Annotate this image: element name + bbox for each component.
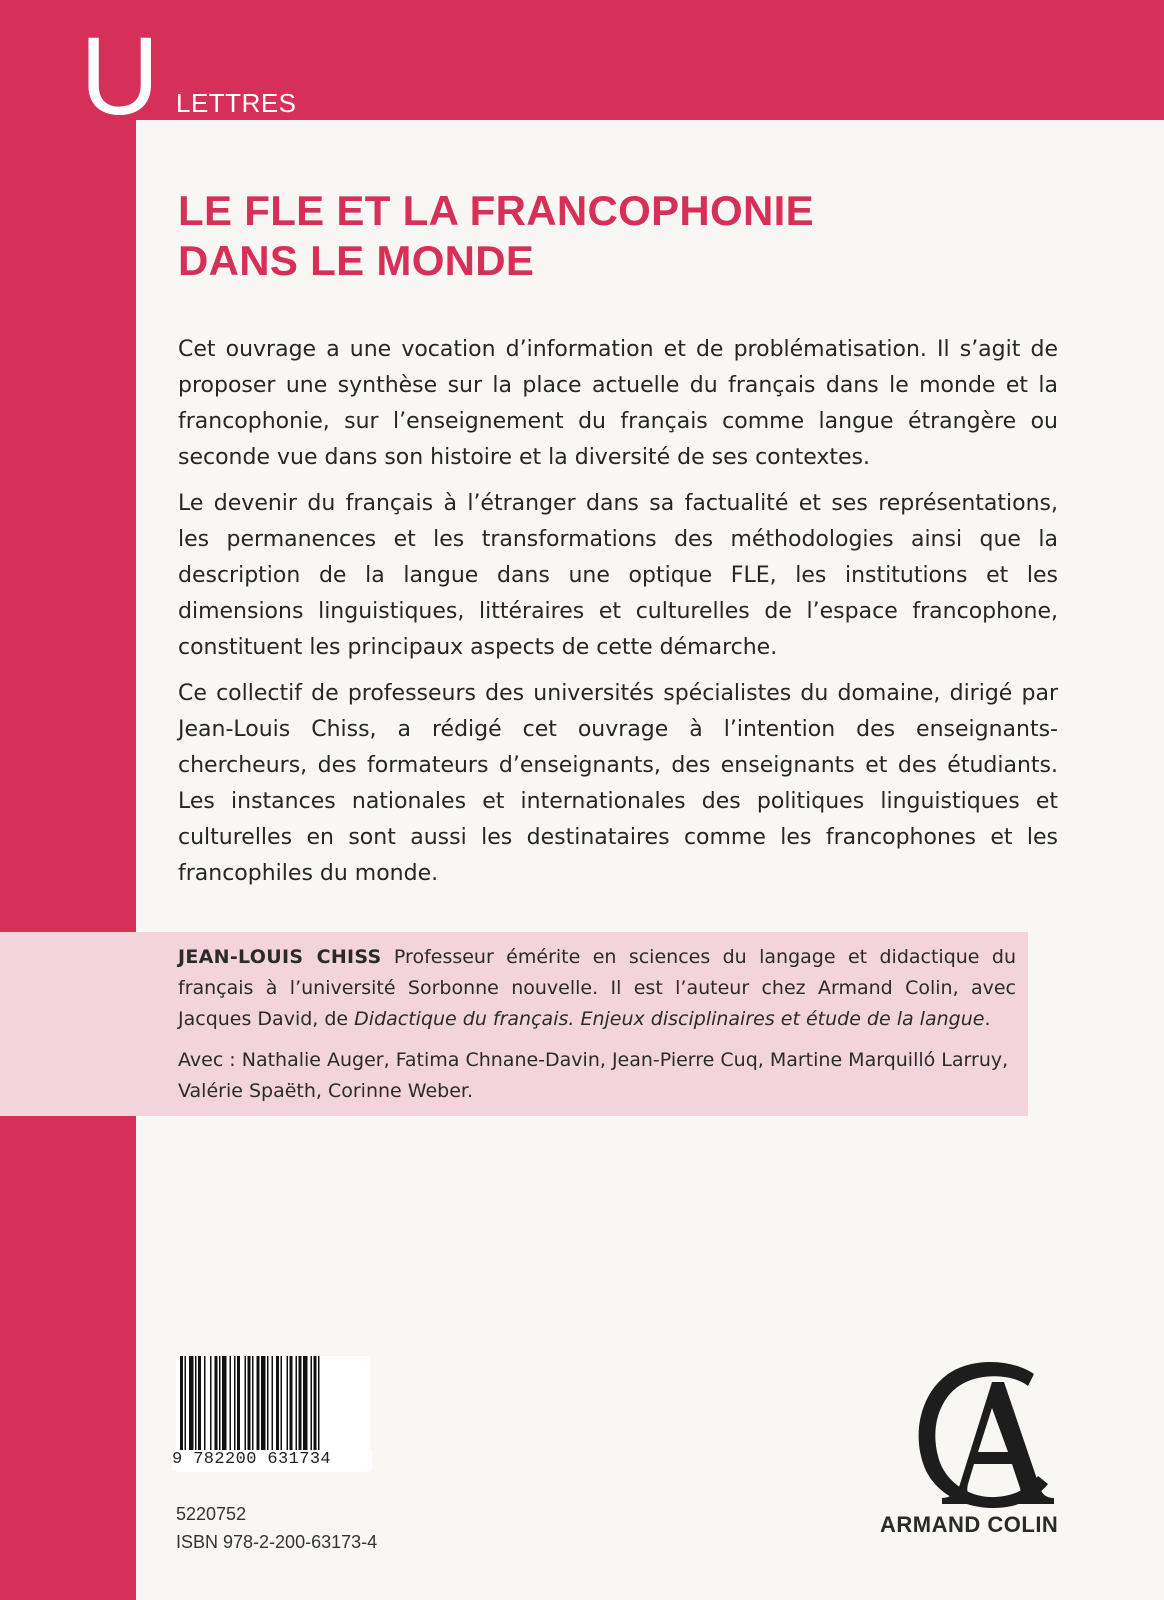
author-bio [178, 942, 1016, 1035]
top-color-band [0, 0, 1164, 120]
barcode-bar [311, 1356, 313, 1452]
barcode-bar [287, 1356, 289, 1452]
product-codes [176, 1500, 377, 1556]
barcode-bar [314, 1356, 317, 1452]
barcode-bar [237, 1356, 240, 1452]
series-letter: U [80, 15, 160, 138]
book-description [178, 332, 1058, 902]
barcode-bar [245, 1356, 247, 1452]
author-info [178, 942, 1016, 1107]
barcode-bar [299, 1356, 302, 1452]
author-bio-end: . [984, 1008, 991, 1030]
isbn: ISBN 978-2-200-63173-4 [176, 1532, 378, 1552]
book-title [178, 186, 1078, 286]
barcode-bar [281, 1356, 283, 1452]
barcode-bar [252, 1356, 254, 1452]
description-paragraph: Cet ouvrage a une vocation d’information et de problématisation. Il s’agit de proposer une synthèse sur la place actuelle du français dans le monde et la francophonie, sur l’enseignement du français comme langue étrangère ou seconde vue dans son histoire et la diversité de ses contextes. [178, 337, 1058, 470]
barcode-bars [176, 1356, 370, 1452]
barcode-bar [267, 1356, 269, 1452]
barcode-bar [248, 1356, 251, 1452]
barcode-bar [261, 1356, 266, 1452]
barcode-bar [210, 1356, 212, 1452]
barcode-bar [318, 1356, 320, 1452]
description-paragraph: Ce collectif de professeurs des universités spécialistes du domaine, dirigé par Jean-Louis Chiss, a rédigé cet ouvrage à l’intention des enseignants-chercheurs, des formateurs d’enseignants, des enseignants et des étudiants. Les instances nationales et internationales des politiques linguistiques et culturelles en sont aussi les destinataires comme les francophones et les francophiles du monde. [178, 681, 1058, 886]
barcode-bar [257, 1356, 260, 1452]
publisher-name: ARMAND COLIN [880, 1512, 1059, 1537]
barcode-digits: 9 782200 631734 [172, 1450, 372, 1470]
reference-code: 5220752 [176, 1504, 247, 1524]
barcode-bar [180, 1356, 183, 1452]
series-name: LETTRES [176, 88, 297, 118]
barcode-bar [272, 1356, 274, 1452]
barcode-bar [215, 1356, 218, 1452]
author-bio-text: Professeur émérite en sciences du langage et didactique du français à l’université Sorbonne nouvelle. Il est l’auteur chez Armand Colin, avec Jacques David, de [178, 946, 1016, 1030]
barcode-bar [234, 1356, 236, 1452]
contributors: Avec : Nathalie Auger, Fatima Chnane-Davin, Jean-Pierre Cuq, Martine Marquilló Larruy, Valérie Spaëth, Corinne Weber. [178, 1049, 1009, 1102]
barcode-bar [185, 1356, 187, 1452]
barcode-bar [204, 1356, 206, 1452]
barcode-bar [296, 1356, 298, 1452]
armand-colin-logo [904, 1352, 1074, 1522]
barcode-bar [230, 1356, 232, 1452]
publisher-logo-icon [904, 1352, 1074, 1522]
barcode-bar [198, 1356, 201, 1452]
description-paragraph: Le devenir du français à l’étranger dans sa factualité et ses représentations, les permanences et les transformations des méthodologies ainsi que la description de la langue dans une optique FLE, les institutions et les dimensions linguistiques, littéraires et culturelles de l’espace francophone, constituent les principaux aspects de cette démarche. [178, 491, 1058, 660]
barcode-bar [222, 1356, 227, 1452]
barcode-bar [276, 1356, 279, 1452]
barcode-bar [195, 1356, 197, 1452]
book-title-line-2: DANS LE MONDE [178, 237, 535, 284]
barcode-bar [189, 1356, 194, 1452]
barcode-bar [303, 1356, 308, 1452]
barcode-bar [219, 1356, 221, 1452]
author-name: JEAN-LOUIS CHISS [178, 946, 382, 968]
barcode-bar [290, 1356, 293, 1452]
left-color-band [0, 0, 136, 1600]
author-book-title: Didactique du français. Enjeux disciplinaires et étude de la langue [354, 1008, 985, 1030]
book-title-line-1: LE FLE ET LA FRANCOPHONIE [178, 187, 814, 234]
